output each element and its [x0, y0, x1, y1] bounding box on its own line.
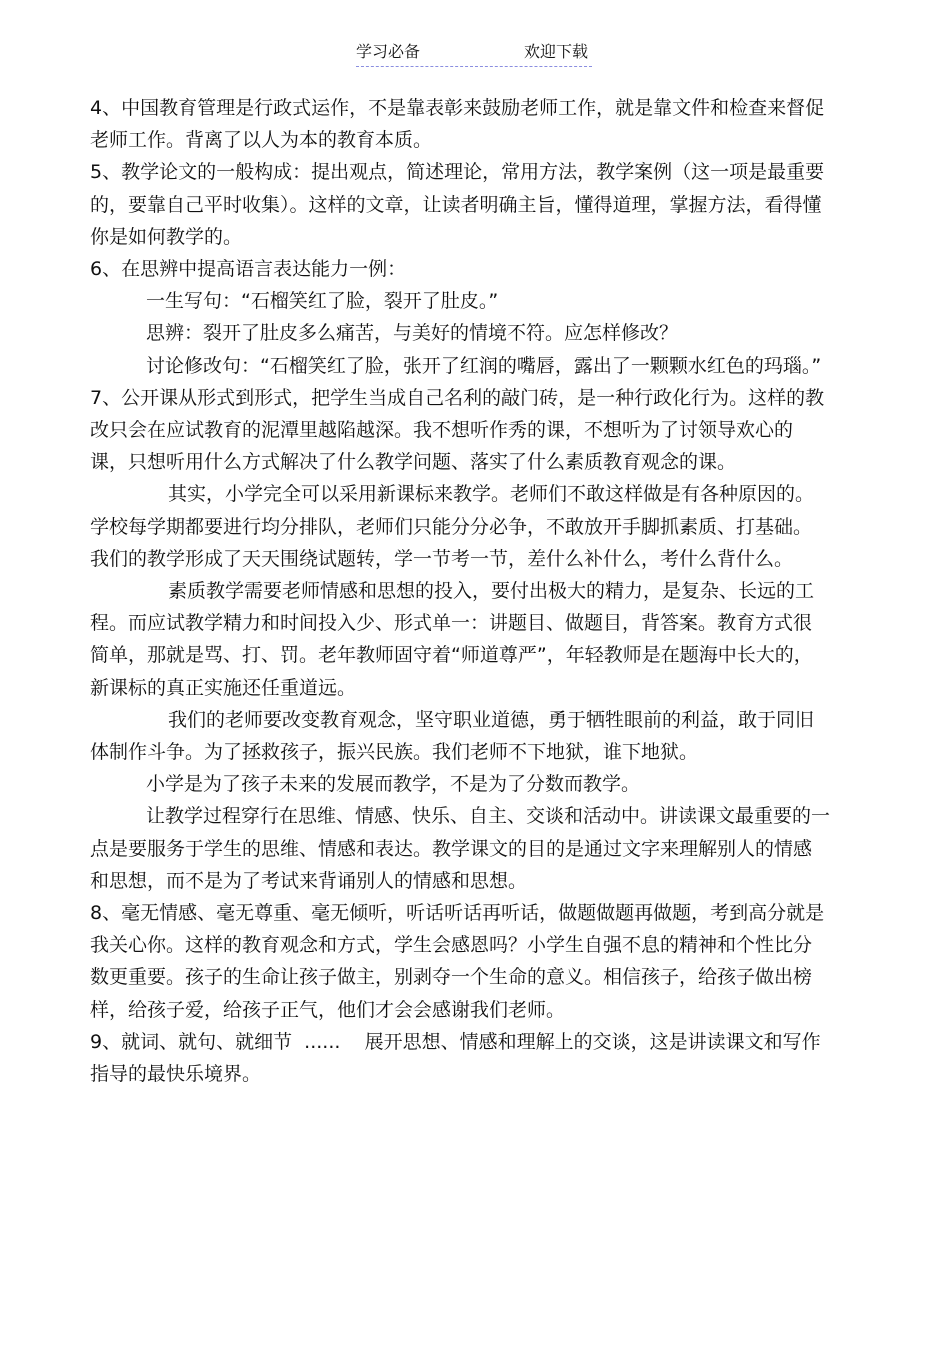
header-right-text: 欢迎下载 — [523, 42, 588, 61]
paragraph-item-4: 4、中国教育管理是行政式运作，不是靠表彰来鼓励老师工作，就是靠文件和检查来督促老师工作。背离了以人为本的教育本质。 — [90, 97, 825, 152]
example-revised-sentence: 讨论修改句：“石榴笑红了脸，张开了红润的嘴唇，露出了一颗颗水红色的玛瑙。” — [146, 354, 822, 377]
paragraph-item-5: 5、教学论文的一般构成：提出观点，简述理论，常用方法，教学案例（这一项是最重要的，要靠自己平时收集）。这样的文章，让读者明确主旨，懂得道理，掌握方法，看得懂你是如何教学的。 — [90, 161, 825, 248]
paragraph-body: 素质教学需要老师情感和思想的投入，要付出极大的精力，是复杂、长远的工程。而应试教学精力和时间投入少、形式单一：讲题目、做题目，背答案。教育方式很简单，那就是骂、打、罚。老年教师固守着“师道尊严”，年轻教师是在题海中长大的，新课标的真正实施还任重道远。 — [90, 580, 815, 699]
example-reflection: 思辨：裂开了肚皮多么痛苦，与美好的情境不符。应怎样修改？ — [146, 322, 679, 345]
paragraph-body: 其实，小学完全可以采用新课标来教学。老师们不敢这样做是有各种原因的。学校每学期都要进行均分排队，老师们只能分分必争，不敢放开手脚抓素质、打基础。我们的教学形成了天天围绕试题转，学一节考一节，差什么补什么，考什么背什么。 — [90, 483, 815, 570]
paragraph-body: 我们的老师要改变教育观念，坚守职业道德，勇于牺牲眼前的利益，敢于同旧体制作斗争。为了拯救孩子，振兴民族。我们老师不下地狱，谁下地狱。 — [90, 708, 815, 764]
paragraph-item-7: 7、公开课从形式到形式，把学生当成自己名利的敲门砖，是一种行政化行为。这样的教改只会在应试教育的泥潭里越陷越深。我不想听作秀的课，不想听为了讨领导欢心的课，只想听用什么方式解决了什么教学问题、落实了什么素质教育观念的课。 — [90, 386, 825, 474]
document-body — [90, 92, 830, 1090]
paragraph-body: 小学是为了孩子未来的发展而教学，不是为了分数而教学。 — [146, 773, 641, 796]
paragraph-item-8: 8、毫无情感、毫无尊重、毫无倾听，听话听话再听话，做题做题再做题，考到高分就是我关心你。这样的教育观念和方式，学生会感恩吗？小学生自强不息的精神和个性比分数更重要。孩子的生命让孩子做主，别剥夺一个生命的意义。相信孩子，给孩子做出榜样，给孩子爱，给孩子正气，他们才会会感谢我们老师。 — [90, 902, 825, 1021]
paragraph-item-6: 6、在思辨中提高语言表达能力一例： — [90, 258, 407, 281]
example-original-sentence: 一生写句：“石榴笑红了脸，裂开了肚皮。” — [146, 290, 499, 313]
paragraph-body: 让教学过程穿行在思维、情感、快乐、自主、交谈和活动中。讲读课文最重要的一点是要服务于学生的思维、情感和表达。教学课文的目的是通过文字来理解别人的情感和思想，而不是为了考试来背诵别人的情感和思想。 — [90, 805, 831, 892]
paragraph-item-9: 9、就词、就句、就细节 ...... 展开思想、情感和理解上的交谈，这是讲读课文和写作指导的最快乐境界。 — [90, 1030, 821, 1086]
page-header — [356, 38, 592, 67]
header-left-text: 学习必备 — [356, 42, 421, 61]
